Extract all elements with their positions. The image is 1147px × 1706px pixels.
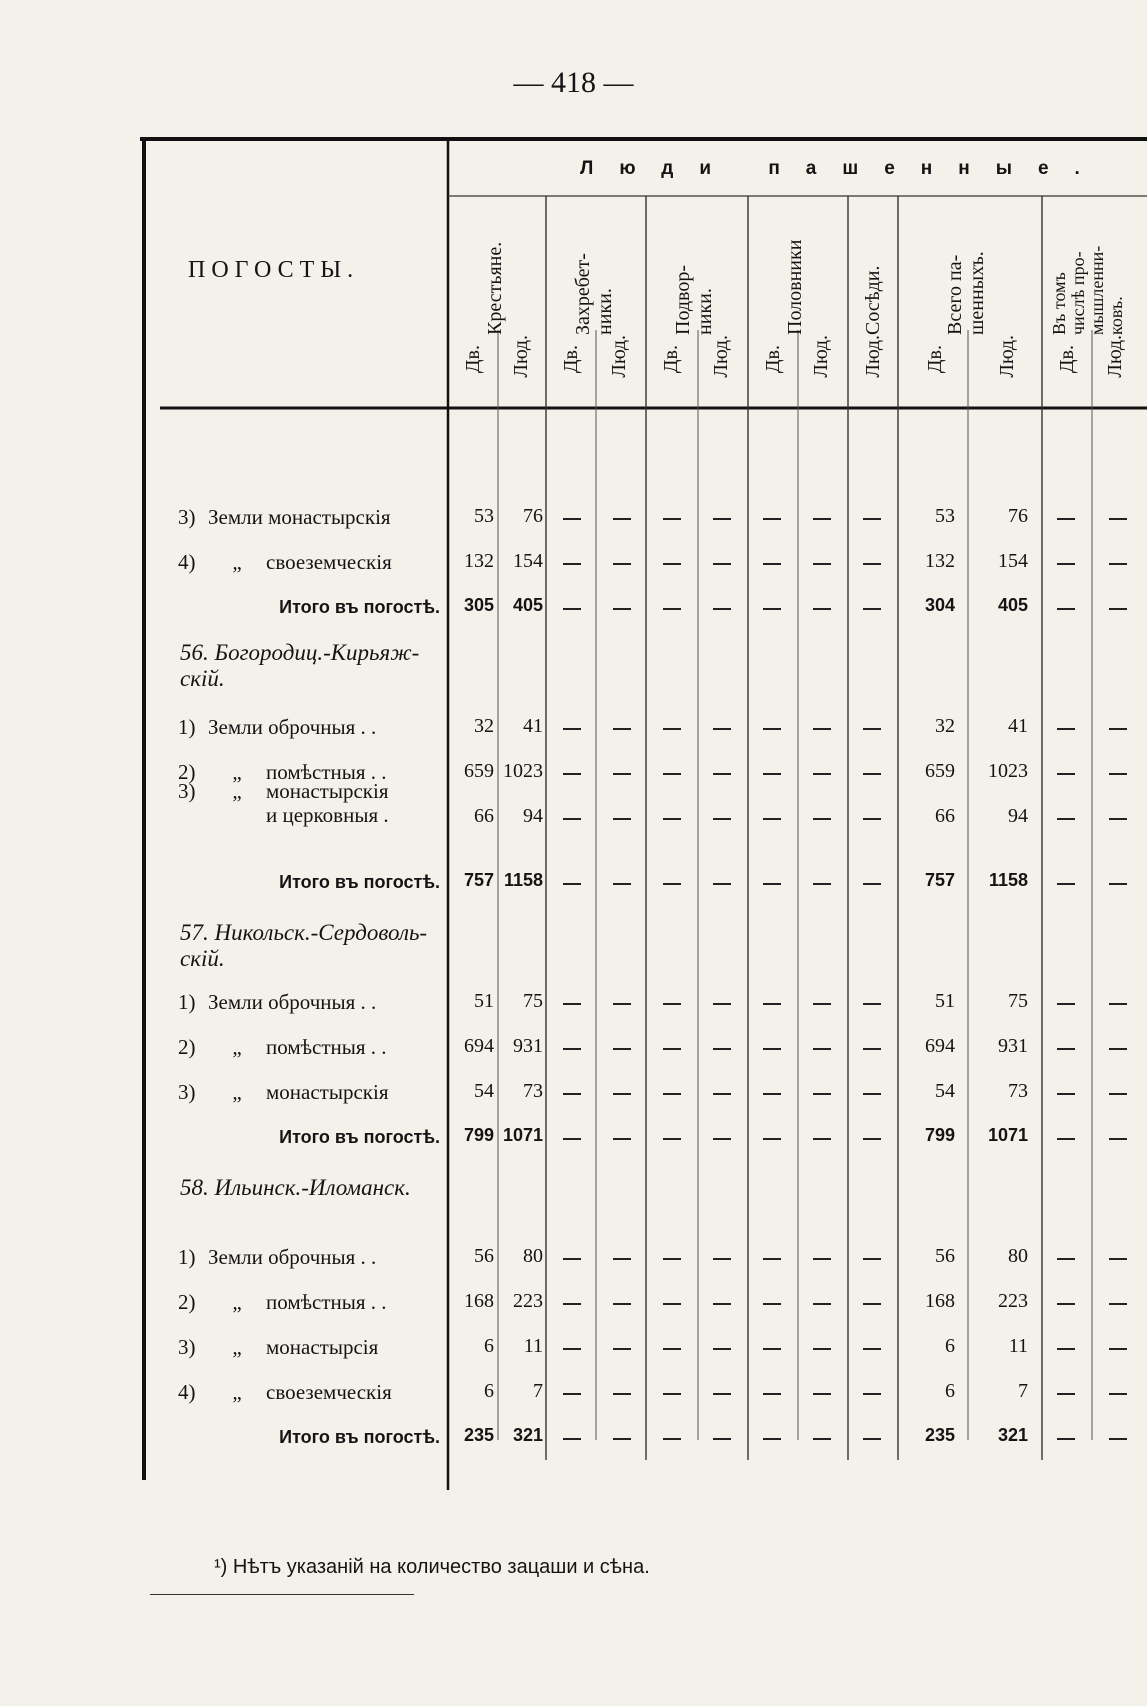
cell-total-lud: 75 <box>1008 990 1028 1012</box>
header-group-title: Люди пашенные. <box>580 158 1106 179</box>
empty-dash <box>563 1303 581 1305</box>
empty-dash <box>1109 1258 1127 1260</box>
cell-lud: 321 <box>512 1425 543 1445</box>
footnote-separator <box>150 1594 414 1595</box>
header-sosedi: Сосѣди. <box>862 265 884 335</box>
row-label-text: своеземческія <box>266 550 392 574</box>
cell-total-dv: 757 <box>924 870 955 890</box>
ditto-mark: „ <box>232 1380 242 1404</box>
empty-dash <box>713 773 731 775</box>
row-number: 3) <box>178 779 196 803</box>
cell-lud: 94 <box>523 805 543 827</box>
empty-dash <box>1057 1393 1075 1395</box>
empty-dash <box>813 818 831 820</box>
empty-dash <box>1057 608 1075 610</box>
cell-dv: 799 <box>463 1125 494 1145</box>
empty-dash <box>1057 1048 1075 1050</box>
ditto-mark: „ <box>232 1290 242 1314</box>
empty-dash <box>763 773 781 775</box>
empty-dash <box>1109 818 1127 820</box>
empty-dash <box>1057 1258 1075 1260</box>
cell-dv: 6 <box>484 1380 494 1402</box>
empty-dash <box>613 818 631 820</box>
row-number: 4) <box>178 550 196 574</box>
row-number: 3) <box>178 1335 196 1359</box>
empty-dash <box>863 563 881 565</box>
cell-total-lud: 321 <box>997 1425 1028 1445</box>
cell-total-dv: 6 <box>945 1380 955 1402</box>
cell-total-dv: 56 <box>935 1245 955 1267</box>
cell-total-lud: 94 <box>1008 805 1028 827</box>
empty-dash <box>563 563 581 565</box>
empty-dash <box>713 518 731 520</box>
empty-dash <box>613 1393 631 1395</box>
empty-dash <box>863 1138 881 1140</box>
cell-total-lud: 1158 <box>988 870 1028 890</box>
empty-dash <box>863 1348 881 1350</box>
empty-dash <box>713 1258 731 1260</box>
row-label-text: монастырскія <box>266 779 389 803</box>
row-label <box>178 1245 446 1269</box>
empty-dash <box>713 1438 731 1440</box>
cell-dv: 659 <box>464 760 494 782</box>
empty-dash <box>613 728 631 730</box>
empty-dash <box>563 1048 581 1050</box>
sub-dv: Дв. <box>560 345 582 374</box>
empty-dash <box>1057 1438 1075 1440</box>
total-label: Итого въ погостѣ. <box>279 1427 440 1447</box>
cell-lud: 73 <box>523 1080 543 1102</box>
empty-dash <box>763 1138 781 1140</box>
row-label-text: Земли оброчныя . . <box>208 715 377 739</box>
total-label: Итого въ погостѣ. <box>279 597 440 617</box>
row-label-text: Земли монастырскія <box>208 505 391 529</box>
sub-lud: Люд. <box>608 335 630 378</box>
empty-dash <box>713 1138 731 1140</box>
ditto-mark: „ <box>232 779 242 803</box>
empty-dash <box>1109 1348 1127 1350</box>
cell-total-lud: 405 <box>997 595 1028 615</box>
header-krestyane: Крестьяне. <box>484 241 506 335</box>
empty-dash <box>613 1048 631 1050</box>
cell-total-lud: 41 <box>1008 715 1028 737</box>
empty-dash <box>813 1303 831 1305</box>
empty-dash <box>863 1393 881 1395</box>
empty-dash <box>763 563 781 565</box>
page-number: — 418 — <box>513 66 634 99</box>
empty-dash <box>1057 1003 1075 1005</box>
cell-lud: 931 <box>513 1035 543 1057</box>
row-label <box>178 715 446 739</box>
empty-dash <box>563 1393 581 1395</box>
empty-dash <box>663 1048 681 1050</box>
empty-dash <box>863 1003 881 1005</box>
cell-dv: 53 <box>474 505 494 527</box>
ditto-mark: „ <box>232 1335 242 1359</box>
empty-dash <box>863 1048 881 1050</box>
empty-dash <box>1109 1303 1127 1305</box>
empty-dash <box>1109 563 1127 565</box>
row-label-text: помѣстныя . . <box>266 1290 387 1314</box>
row-number: 1) <box>178 990 196 1014</box>
empty-dash <box>813 1003 831 1005</box>
empty-dash <box>763 818 781 820</box>
cell-total-dv: 66 <box>935 805 955 827</box>
cell-lud: 1071 <box>502 1125 543 1145</box>
header-promyshlenniki: Въ томъ числѣ про- мышленни- ковъ. <box>1049 245 1126 335</box>
header-pogosty: ПОГОСТЫ. <box>188 257 360 283</box>
cell-total-dv: 694 <box>925 1035 955 1057</box>
cell-dv: 51 <box>474 990 494 1012</box>
cell-total-lud: 154 <box>998 550 1028 572</box>
cell-total-lud: 223 <box>998 1290 1028 1312</box>
empty-dash <box>663 1138 681 1140</box>
row-label <box>178 505 446 529</box>
empty-dash <box>613 1093 631 1095</box>
row-label-text: своеземческія <box>266 1380 392 1404</box>
empty-dash <box>763 1393 781 1395</box>
empty-dash <box>613 1303 631 1305</box>
sub-dv: Дв. <box>660 345 682 374</box>
empty-dash <box>813 1348 831 1350</box>
empty-dash <box>713 1048 731 1050</box>
cell-total-lud: 73 <box>1008 1080 1028 1102</box>
empty-dash <box>663 1303 681 1305</box>
empty-dash <box>613 1138 631 1140</box>
sub-dv: Дв. <box>1056 345 1078 374</box>
cell-total-dv: 659 <box>925 760 955 782</box>
cell-lud: 223 <box>513 1290 543 1312</box>
empty-dash <box>1109 1138 1127 1140</box>
empty-dash <box>1057 1348 1075 1350</box>
sub-dv: Дв. <box>762 345 784 374</box>
row-label-text: Земли оброчныя . . <box>208 990 377 1014</box>
row-label <box>178 1290 446 1314</box>
empty-dash <box>813 773 831 775</box>
row-label-text: и церковныя . <box>266 803 389 827</box>
empty-dash <box>613 883 631 885</box>
sub-lud: Люд. <box>810 335 832 378</box>
cell-dv: 757 <box>463 870 494 890</box>
header-podvorniki: Подвор- ники. <box>672 264 716 335</box>
empty-dash <box>663 818 681 820</box>
cell-lud: 41 <box>523 715 543 737</box>
empty-dash <box>663 728 681 730</box>
empty-dash <box>1109 1048 1127 1050</box>
cell-lud: 1023 <box>503 760 543 782</box>
empty-dash <box>713 818 731 820</box>
empty-dash <box>813 518 831 520</box>
row-label <box>178 1380 446 1404</box>
empty-dash <box>1057 1093 1075 1095</box>
sub-lud: Люд. <box>510 335 532 378</box>
empty-dash <box>763 1348 781 1350</box>
empty-dash <box>813 1258 831 1260</box>
row-label <box>178 1080 446 1104</box>
empty-dash <box>563 1093 581 1095</box>
empty-dash <box>663 1093 681 1095</box>
empty-dash <box>713 1093 731 1095</box>
row-number: 3) <box>178 505 196 529</box>
empty-dash <box>563 1348 581 1350</box>
cell-total-lud: 1023 <box>988 760 1028 782</box>
cell-dv: 66 <box>474 805 494 827</box>
cell-total-dv: 132 <box>925 550 955 572</box>
empty-dash <box>863 518 881 520</box>
row-label <box>178 779 446 827</box>
ditto-mark: „ <box>232 1035 242 1059</box>
cell-total-lud: 7 <box>1018 1380 1028 1402</box>
empty-dash <box>663 1003 681 1005</box>
row-label-text: монастырскія <box>266 1080 389 1104</box>
empty-dash <box>1109 883 1127 885</box>
empty-dash <box>613 1438 631 1440</box>
row-number: 4) <box>178 1380 196 1404</box>
empty-dash <box>863 1438 881 1440</box>
cell-total-lud: 931 <box>998 1035 1028 1057</box>
empty-dash <box>1109 608 1127 610</box>
empty-dash <box>713 1003 731 1005</box>
row-label-text: монастырсія <box>266 1335 379 1359</box>
empty-dash <box>813 1438 831 1440</box>
empty-dash <box>563 1138 581 1140</box>
sub-dv: Дв. <box>462 345 484 374</box>
row-number: 1) <box>178 1245 196 1269</box>
empty-dash <box>1109 1393 1127 1395</box>
empty-dash <box>863 773 881 775</box>
empty-dash <box>563 773 581 775</box>
cell-total-dv: 54 <box>935 1080 955 1102</box>
empty-dash <box>763 1438 781 1440</box>
empty-dash <box>1057 563 1075 565</box>
cell-dv: 132 <box>464 550 494 572</box>
header-vsego: Всего па- шенныхъ. <box>944 251 988 335</box>
empty-dash <box>563 518 581 520</box>
cell-dv: 694 <box>464 1035 494 1057</box>
empty-dash <box>613 1003 631 1005</box>
sub-dv: Дв. <box>924 345 946 374</box>
empty-dash <box>563 1258 581 1260</box>
footnote: ¹) Нѣтъ указаній на количество зацаши и сѣна. <box>214 1556 650 1578</box>
empty-dash <box>713 1348 731 1350</box>
cell-lud: 80 <box>523 1245 543 1267</box>
cell-total-dv: 53 <box>935 505 955 527</box>
cell-total-dv: 168 <box>925 1290 955 1312</box>
empty-dash <box>763 608 781 610</box>
empty-dash <box>763 1303 781 1305</box>
empty-dash <box>1057 518 1075 520</box>
row-label-text: помѣстныя . . <box>266 760 387 784</box>
total-label: Итого въ погостѣ. <box>279 872 440 892</box>
cell-lud: 405 <box>512 595 543 615</box>
empty-dash <box>1057 728 1075 730</box>
empty-dash <box>863 1303 881 1305</box>
cell-lud: 154 <box>513 550 543 572</box>
empty-dash <box>813 608 831 610</box>
empty-dash <box>663 563 681 565</box>
row-number: 3) <box>178 1080 196 1104</box>
empty-dash <box>613 1258 631 1260</box>
empty-dash <box>1057 818 1075 820</box>
row-number: 2) <box>178 760 196 784</box>
empty-dash <box>763 518 781 520</box>
cell-dv: 54 <box>474 1080 494 1102</box>
group-title: 56. Богородиц.-Кирьяж- скій. <box>180 640 420 691</box>
empty-dash <box>563 1438 581 1440</box>
sub-lud: Люд. <box>862 335 884 378</box>
cell-lud: 1158 <box>503 870 543 890</box>
empty-dash <box>1057 1138 1075 1140</box>
empty-dash <box>1109 728 1127 730</box>
sub-lud: Люд. <box>1104 335 1126 378</box>
empty-dash <box>613 563 631 565</box>
cell-lud: 11 <box>523 1335 543 1357</box>
empty-dash <box>563 818 581 820</box>
cell-total-dv: 6 <box>945 1335 955 1357</box>
empty-dash <box>713 1303 731 1305</box>
row-number: 1) <box>178 715 196 739</box>
empty-dash <box>663 608 681 610</box>
cell-total-dv: 32 <box>935 715 955 737</box>
row-label <box>178 550 446 574</box>
empty-dash <box>663 518 681 520</box>
ditto-mark: „ <box>232 550 242 574</box>
empty-dash <box>663 773 681 775</box>
sub-lud: Люд. <box>996 335 1018 378</box>
ditto-mark: „ <box>232 760 242 784</box>
empty-dash <box>563 728 581 730</box>
empty-dash <box>763 1258 781 1260</box>
sub-lud: Люд. <box>710 335 732 378</box>
ditto-mark: „ <box>232 1080 242 1104</box>
empty-dash <box>1057 1303 1075 1305</box>
cell-dv: 32 <box>474 715 494 737</box>
empty-dash <box>863 1093 881 1095</box>
empty-dash <box>713 563 731 565</box>
cell-dv: 56 <box>474 1245 494 1267</box>
empty-dash <box>1109 1093 1127 1095</box>
empty-dash <box>813 728 831 730</box>
cell-lud: 7 <box>533 1380 543 1402</box>
empty-dash <box>613 608 631 610</box>
empty-dash <box>813 1138 831 1140</box>
empty-dash <box>1109 1003 1127 1005</box>
empty-dash <box>613 518 631 520</box>
group-title: 58. Ильинск.-Иломанск. <box>180 1175 411 1200</box>
empty-dash <box>813 883 831 885</box>
total-label: Итого въ погостѣ. <box>279 1127 440 1147</box>
cell-dv: 6 <box>484 1335 494 1357</box>
empty-dash <box>563 883 581 885</box>
empty-dash <box>1109 773 1127 775</box>
row-number: 2) <box>178 1290 196 1314</box>
empty-dash <box>713 1393 731 1395</box>
empty-dash <box>763 1048 781 1050</box>
cell-lud: 76 <box>523 505 543 527</box>
row-label-text: Земли оброчныя . . <box>208 1245 377 1269</box>
cell-total-lud: 80 <box>1008 1245 1028 1267</box>
empty-dash <box>1109 1438 1127 1440</box>
empty-dash <box>863 728 881 730</box>
empty-dash <box>663 883 681 885</box>
row-label-text: помѣстныя . . <box>266 1035 387 1059</box>
empty-dash <box>1057 773 1075 775</box>
empty-dash <box>763 1093 781 1095</box>
empty-dash <box>563 1003 581 1005</box>
empty-dash <box>663 1393 681 1395</box>
row-label <box>178 990 446 1014</box>
cell-total-dv: 799 <box>924 1125 955 1145</box>
empty-dash <box>863 1258 881 1260</box>
row-label <box>178 1335 446 1359</box>
empty-dash <box>663 1438 681 1440</box>
cell-lud: 75 <box>523 990 543 1012</box>
empty-dash <box>763 728 781 730</box>
cell-total-dv: 304 <box>924 595 955 615</box>
empty-dash <box>863 608 881 610</box>
empty-dash <box>763 883 781 885</box>
empty-dash <box>613 1348 631 1350</box>
empty-dash <box>713 608 731 610</box>
group-title: 57. Никольск.-Сердоволь- скій. <box>180 920 428 971</box>
cell-dv: 305 <box>463 595 494 615</box>
cell-total-lud: 1071 <box>987 1125 1028 1145</box>
header-polovniki: Половники <box>784 239 806 335</box>
empty-dash <box>1109 518 1127 520</box>
empty-dash <box>813 1093 831 1095</box>
empty-dash <box>813 1393 831 1395</box>
header-zakhrebetniki: Захребет- ники. <box>572 253 616 335</box>
cell-total-lud: 11 <box>1008 1335 1028 1357</box>
cell-total-dv: 51 <box>935 990 955 1012</box>
empty-dash <box>663 1348 681 1350</box>
row-label <box>178 1035 446 1059</box>
empty-dash <box>713 883 731 885</box>
empty-dash <box>663 1258 681 1260</box>
cell-dv: 168 <box>464 1290 494 1312</box>
cell-total-dv: 235 <box>924 1425 955 1445</box>
empty-dash <box>813 1048 831 1050</box>
empty-dash <box>863 818 881 820</box>
empty-dash <box>813 563 831 565</box>
row-number: 2) <box>178 1035 196 1059</box>
empty-dash <box>613 773 631 775</box>
empty-dash <box>1057 883 1075 885</box>
empty-dash <box>763 1003 781 1005</box>
empty-dash <box>863 883 881 885</box>
cell-dv: 235 <box>463 1425 494 1445</box>
empty-dash <box>563 608 581 610</box>
empty-dash <box>713 728 731 730</box>
cell-total-lud: 76 <box>1008 505 1028 527</box>
